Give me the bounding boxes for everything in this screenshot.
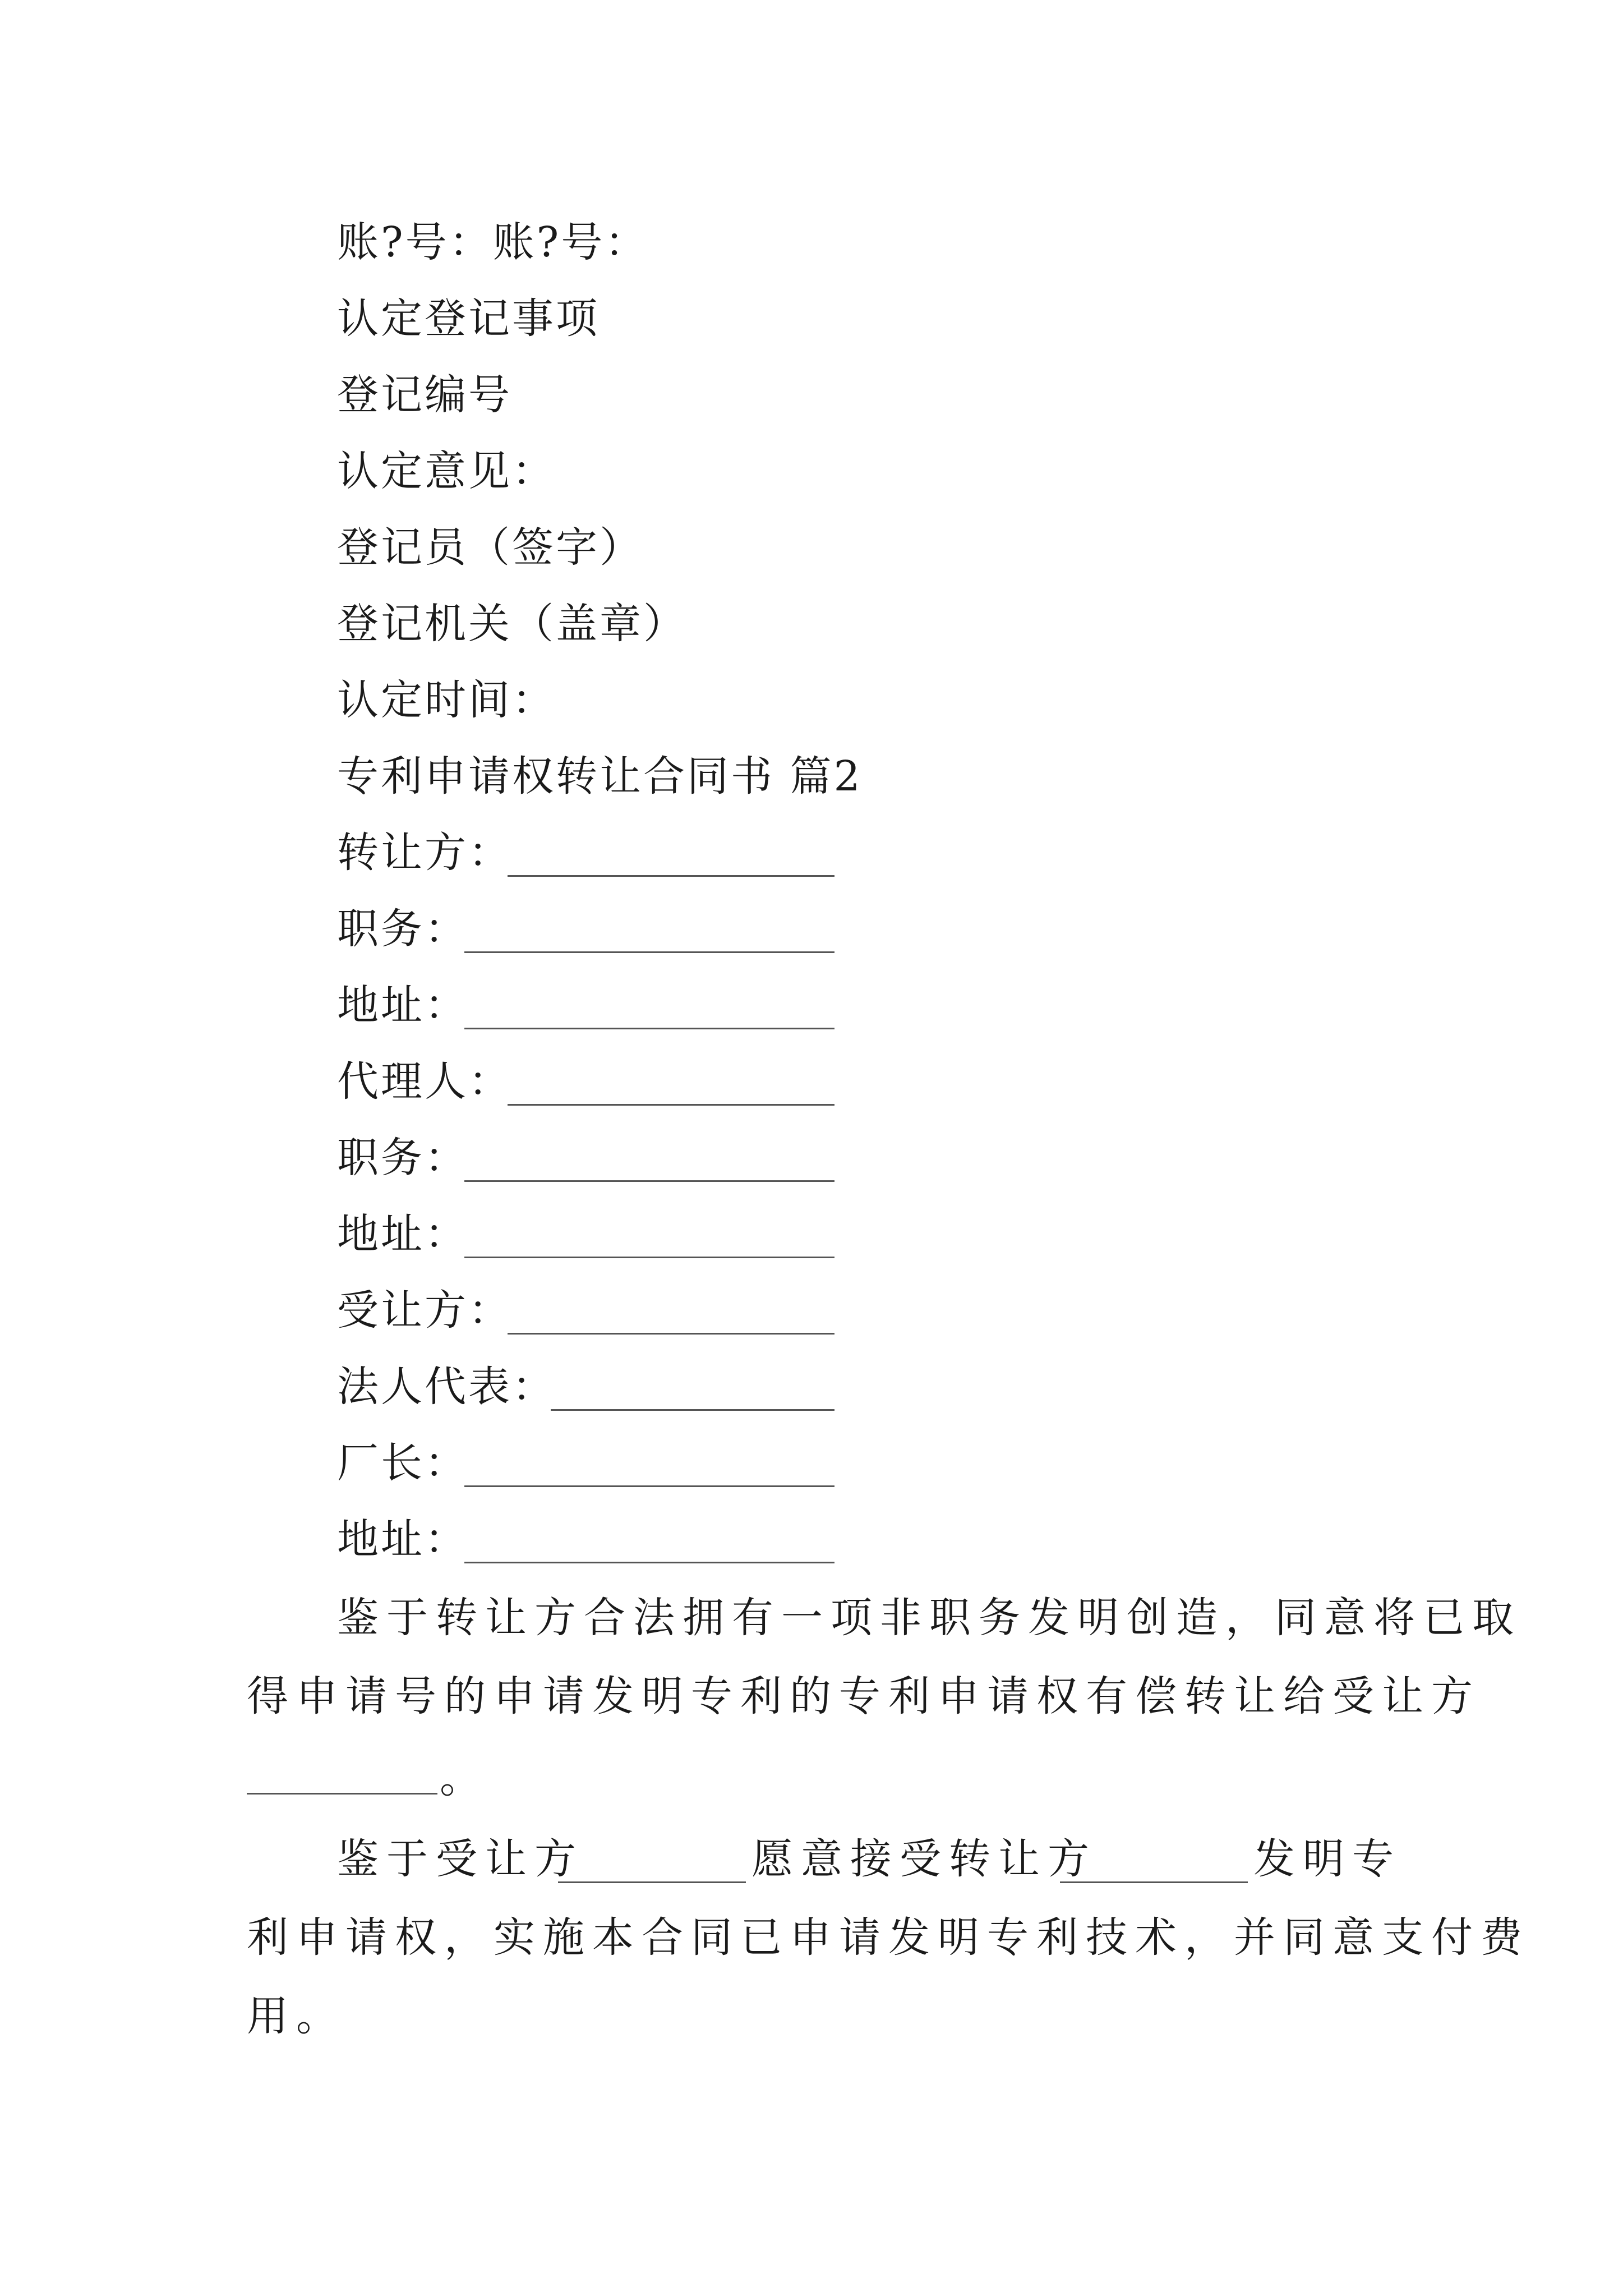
factory-head-blank[interactable]: [464, 1485, 834, 1487]
registrar-signature-label: 登记员（签字）: [337, 523, 643, 572]
paragraph-2-line-2: 利申请权，实施本合同已申请发明专利技术，并同意支付费: [247, 1913, 1530, 1962]
address-blank-3[interactable]: [464, 1562, 834, 1563]
paragraph-2-line-3: 用。: [247, 1992, 345, 2040]
paragraph-2-line-1-part-a: 鉴于受让方: [337, 1835, 584, 1883]
opinion-label: 认定意见：: [337, 447, 556, 495]
address-label-3: 地址：: [337, 1515, 468, 1563]
agent-label: 代理人：: [337, 1057, 512, 1106]
factory-head-label: 厂长：: [337, 1439, 468, 1487]
paragraph-1-blank[interactable]: [247, 1793, 437, 1795]
transferee-blank[interactable]: [508, 1333, 834, 1335]
registration-item-heading: 认定登记事项: [337, 295, 600, 343]
paragraph-1-line-1: 鉴于转让方合法拥有一项非职务发明创造，同意将已取: [337, 1594, 1521, 1642]
agent-blank[interactable]: [508, 1104, 834, 1106]
legal-representative-blank[interactable]: [551, 1409, 834, 1411]
address-label-1: 地址：: [337, 981, 468, 1029]
legal-representative-label: 法人代表：: [337, 1363, 556, 1411]
position-blank-1[interactable]: [464, 951, 834, 953]
paragraph-1-line-3-end: 。: [440, 1754, 489, 1802]
transferor-blank[interactable]: [508, 875, 834, 877]
paragraph-2-blank-1[interactable]: [558, 1881, 746, 1883]
account-line: 账?号：账?号：: [337, 218, 649, 266]
paragraph-1-line-2: 得申请号的申请发明专利的专利申请权有偿转让给受让方: [247, 1672, 1481, 1720]
paragraph-2-line-1-part-b: 愿意接受转让方: [751, 1835, 1097, 1883]
transferor-label: 转让方：: [337, 829, 512, 877]
position-label-1: 职务：: [337, 905, 468, 953]
authority-seal-label: 登记机关（盖章）: [337, 600, 687, 648]
address-blank-2[interactable]: [464, 1257, 834, 1258]
address-blank-1[interactable]: [464, 1028, 834, 1029]
registration-number-label: 登记编号: [337, 371, 512, 419]
address-label-2: 地址：: [337, 1210, 468, 1258]
position-blank-2[interactable]: [464, 1180, 834, 1182]
recognition-time-label: 认定时间：: [337, 676, 556, 724]
contract-title: 专利申请权转让合同书 篇2: [337, 752, 863, 800]
transferee-label: 受让方：: [337, 1286, 512, 1335]
paragraph-2-line-1-part-c: 发明专: [1253, 1835, 1401, 1883]
paragraph-2-blank-2[interactable]: [1060, 1881, 1248, 1883]
position-label-2: 职务：: [337, 1134, 468, 1182]
